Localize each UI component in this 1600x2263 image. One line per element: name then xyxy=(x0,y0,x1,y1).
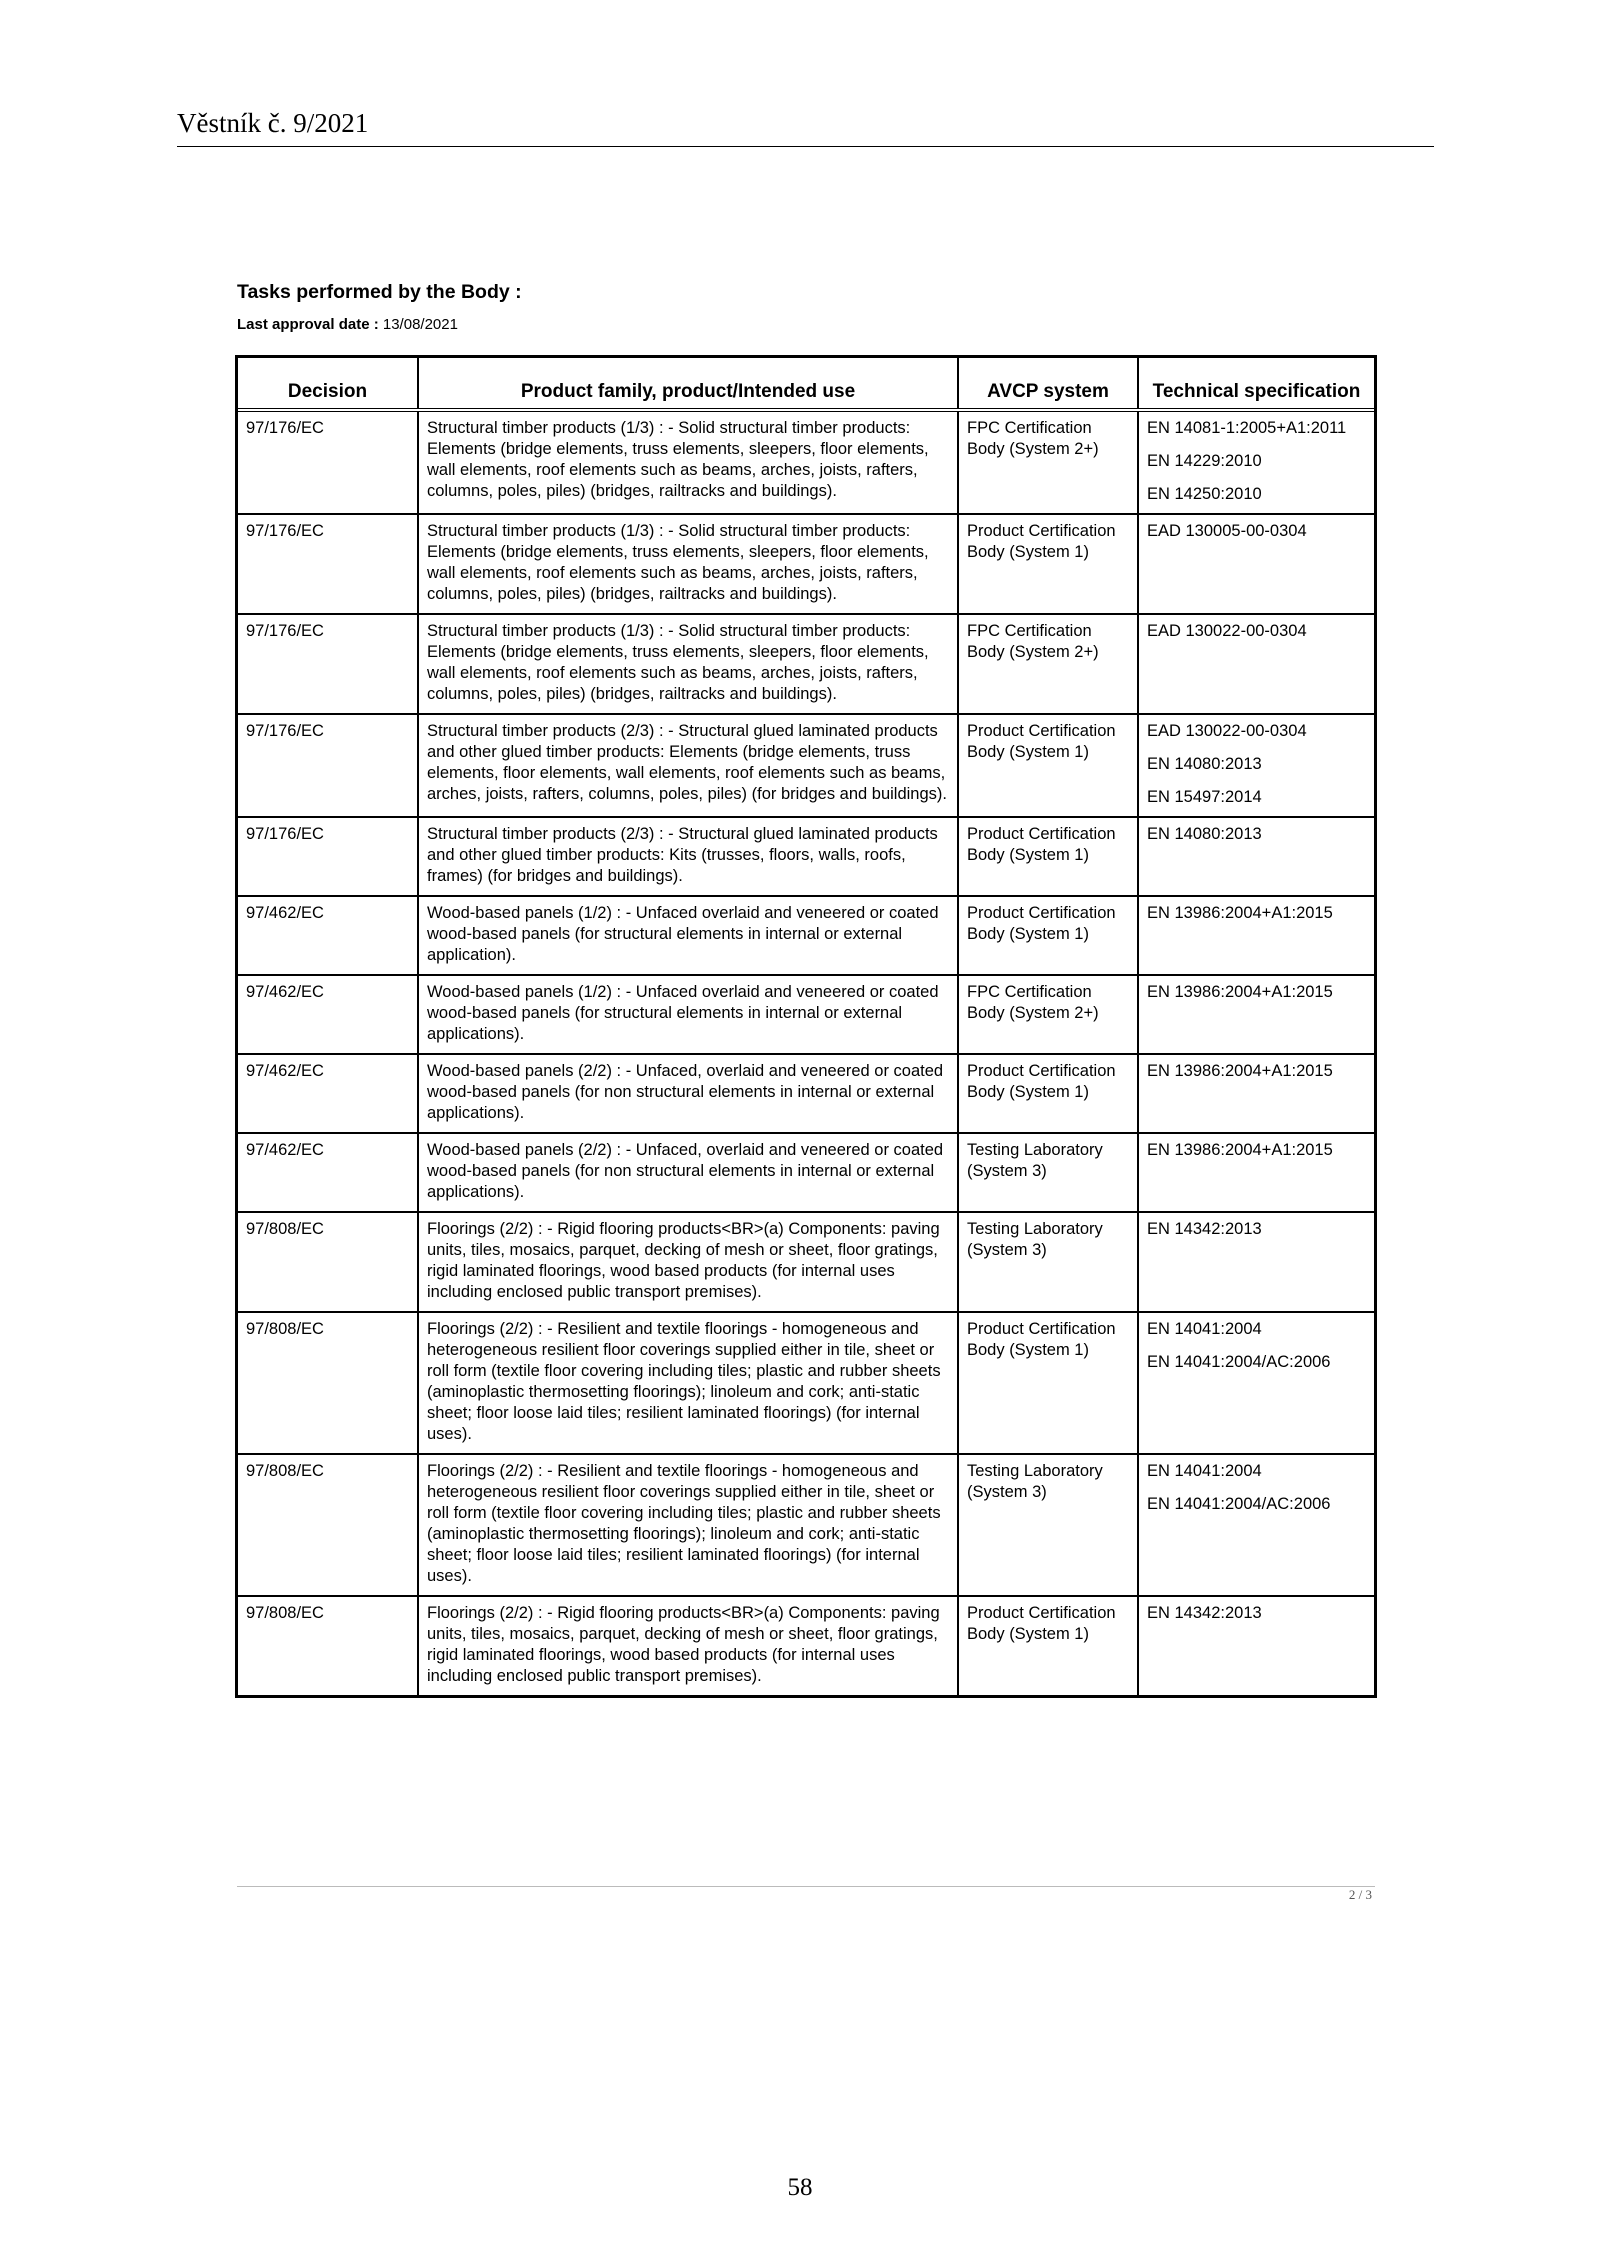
table-row xyxy=(238,1312,1374,1454)
technical-spec-cell xyxy=(1138,1454,1374,1596)
product-cell: Floorings (2/2) : - Resilient and textile floorings - homogeneous and heterogeneous resilient floor coverings supplied either in tile, sheet or roll form (textile floor covering including tiles; plastic and rubber sheets (aminoplastic thermosetting floorings); linoleum and cork; anti-static sheet; floor loose laid tiles; resilient laminated floorings) (for internal uses). xyxy=(418,1312,958,1454)
table-row xyxy=(238,1596,1374,1695)
technical-spec-cell xyxy=(1138,1312,1374,1454)
product-cell: Structural timber products (2/3) : - Structural glued laminated products and other glued timber products: Elements (bridge elements, truss elements, floor elements, wall elements, roof elements such as beams, arches, joists, rafters, columns, poles, piles) (for bridges and buildings). xyxy=(418,714,958,817)
decision-cell: 97/808/EC xyxy=(238,1596,418,1695)
technical-spec-item: EN 14041:2004 xyxy=(1147,1320,1262,1338)
decision-cell: 97/808/EC xyxy=(238,1312,418,1454)
technical-spec-item: EN 14041:2004/AC:2006 xyxy=(1147,1495,1331,1513)
table-row xyxy=(238,514,1374,614)
technical-spec-cell xyxy=(1138,714,1374,817)
table-row xyxy=(238,410,1374,514)
avcp-cell: Product Certification Body (System 1) xyxy=(958,896,1138,975)
header-decision: Decision xyxy=(238,358,418,410)
product-cell: Wood-based panels (2/2) : - Unfaced, overlaid and veneered or coated wood-based panels (for non structural elements in internal or external applications). xyxy=(418,1054,958,1133)
technical-spec-cell xyxy=(1138,1133,1374,1212)
technical-spec-item: EAD 130022-00-0304 xyxy=(1147,722,1307,740)
footer-rule xyxy=(237,1886,1375,1887)
header-technical-spec: Technical specification xyxy=(1138,358,1374,410)
avcp-cell: Product Certification Body (System 1) xyxy=(958,1054,1138,1133)
technical-spec-item: EAD 130022-00-0304 xyxy=(1147,622,1307,640)
technical-spec-item: EN 14229:2010 xyxy=(1147,452,1262,470)
technical-spec-item: EN 14081-1:2005+A1:2011 xyxy=(1147,419,1347,437)
approval-date-line xyxy=(237,316,458,333)
decision-cell: 97/176/EC xyxy=(238,714,418,817)
page-number: 58 xyxy=(787,2174,813,2201)
product-cell: Floorings (2/2) : - Rigid flooring products<BR>(a) Components: paving units, tiles, mosaics, parquet, decking of mesh or sheet, floor gratings, rigid laminated floorings, wood based products (for internal uses including enclosed public transport premises). xyxy=(418,1212,958,1312)
table-row xyxy=(238,896,1374,975)
product-cell: Structural timber products (1/3) : - Solid structural timber products: Elements (bridge elements, truss elements, sleepers, floor elements, wall elements, roof elements such as beams, arches, joists, rafters, columns, poles, piles) (bridges, railtracks and buildings). xyxy=(418,514,958,614)
technical-spec-item: EN 14342:2013 xyxy=(1147,1220,1262,1238)
technical-spec-item: EN 13986:2004+A1:2015 xyxy=(1147,1062,1333,1080)
section-title: Tasks performed by the Body : xyxy=(237,281,522,303)
approval-label: Last approval date : xyxy=(237,316,379,333)
technical-spec-cell xyxy=(1138,975,1374,1054)
decision-cell: 97/808/EC xyxy=(238,1454,418,1596)
header-rule xyxy=(177,146,1434,147)
product-cell: Wood-based panels (1/2) : - Unfaced overlaid and veneered or coated wood-based panels (for structural elements in internal or external applications). xyxy=(418,975,958,1054)
product-cell: Structural timber products (2/3) : - Structural glued laminated products and other glued timber products: Kits (trusses, floors, walls, roofs, frames) (for bridges and buildings). xyxy=(418,817,958,896)
technical-spec-cell xyxy=(1138,1054,1374,1133)
avcp-cell: Product Certification Body (System 1) xyxy=(958,514,1138,614)
table-header-row xyxy=(238,358,1374,410)
avcp-cell: FPC Certification Body (System 2+) xyxy=(958,410,1138,514)
table-row xyxy=(238,1054,1374,1133)
product-cell: Structural timber products (1/3) : - Solid structural timber products: Elements (bridge elements, truss elements, sleepers, floor elements, wall elements, roof elements such as beams, arches, joists, rafters, columns, poles, piles) (bridges, railtracks and buildings). xyxy=(418,410,958,514)
technical-spec-cell xyxy=(1138,817,1374,896)
technical-spec-cell xyxy=(1138,896,1374,975)
header-product: Product family, product/Intended use xyxy=(418,358,958,410)
technical-spec-cell xyxy=(1138,1212,1374,1312)
technical-spec-item: EN 14080:2013 xyxy=(1147,755,1262,773)
avcp-cell: Product Certification Body (System 1) xyxy=(958,817,1138,896)
decision-cell: 97/176/EC xyxy=(238,817,418,896)
technical-spec-item: EN 13986:2004+A1:2015 xyxy=(1147,983,1333,1001)
decision-cell: 97/176/EC xyxy=(238,514,418,614)
product-cell: Floorings (2/2) : - Rigid flooring products<BR>(a) Components: paving units, tiles, mosaics, parquet, decking of mesh or sheet, floor gratings, rigid laminated floorings, wood based products (for internal uses including enclosed public transport premises). xyxy=(418,1596,958,1695)
decision-cell: 97/462/EC xyxy=(238,975,418,1054)
table-row xyxy=(238,714,1374,817)
decision-cell: 97/176/EC xyxy=(238,614,418,714)
technical-spec-item: EN 13986:2004+A1:2015 xyxy=(1147,904,1333,922)
avcp-cell: Testing Laboratory (System 3) xyxy=(958,1212,1138,1312)
tasks-table xyxy=(235,355,1377,1698)
technical-spec-item: EN 14250:2010 xyxy=(1147,485,1262,503)
product-cell: Wood-based panels (1/2) : - Unfaced overlaid and veneered or coated wood-based panels (for structural elements in internal or external application). xyxy=(418,896,958,975)
avcp-cell: Product Certification Body (System 1) xyxy=(958,1312,1138,1454)
table-row xyxy=(238,817,1374,896)
avcp-cell: Product Certification Body (System 1) xyxy=(958,714,1138,817)
table-row xyxy=(238,614,1374,714)
product-cell: Structural timber products (1/3) : - Solid structural timber products: Elements (bridge elements, truss elements, sleepers, floor elements, wall elements, roof elements such as beams, arches, joists, rafters, columns, poles, piles) (bridges, railtracks and buildings). xyxy=(418,614,958,714)
approval-date: 13/08/2021 xyxy=(382,316,458,333)
technical-spec-cell xyxy=(1138,1596,1374,1695)
technical-spec-item: EN 14041:2004 xyxy=(1147,1462,1262,1480)
avcp-cell: Testing Laboratory (System 3) xyxy=(958,1454,1138,1596)
decision-cell: 97/176/EC xyxy=(238,410,418,514)
page-of-count: 2 / 3 xyxy=(1348,1887,1372,1902)
technical-spec-item: EN 14041:2004/AC:2006 xyxy=(1147,1353,1331,1371)
decision-cell: 97/462/EC xyxy=(238,896,418,975)
technical-spec-cell xyxy=(1138,614,1374,714)
decision-cell: 97/462/EC xyxy=(238,1054,418,1133)
avcp-cell: FPC Certification Body (System 2+) xyxy=(958,975,1138,1054)
journal-header: Věstník č. 9/2021 xyxy=(177,108,369,138)
table-row xyxy=(238,1454,1374,1596)
table-row xyxy=(238,975,1374,1054)
technical-spec-cell xyxy=(1138,514,1374,614)
avcp-cell: Testing Laboratory (System 3) xyxy=(958,1133,1138,1212)
decision-cell: 97/462/EC xyxy=(238,1133,418,1212)
technical-spec-item: EN 15497:2014 xyxy=(1147,788,1262,806)
avcp-cell: Product Certification Body (System 1) xyxy=(958,1596,1138,1695)
decision-cell: 97/808/EC xyxy=(238,1212,418,1312)
header-avcp: AVCP system xyxy=(958,358,1138,410)
technical-spec-item: EN 13986:2004+A1:2015 xyxy=(1147,1141,1333,1159)
table-row xyxy=(238,1212,1374,1312)
technical-spec-item: EN 14080:2013 xyxy=(1147,825,1262,843)
product-cell: Floorings (2/2) : - Resilient and textile floorings - homogeneous and heterogeneous resilient floor coverings supplied either in tile, sheet or roll form (textile floor covering including tiles; plastic and rubber sheets (aminoplastic thermosetting floorings); linoleum and cork; anti-static sheet; floor loose laid tiles; resilient laminated floorings) (for internal uses). xyxy=(418,1454,958,1596)
table-row xyxy=(238,1133,1374,1212)
technical-spec-item: EN 14342:2013 xyxy=(1147,1604,1262,1622)
technical-spec-cell xyxy=(1138,410,1374,514)
technical-spec-item: EAD 130005-00-0304 xyxy=(1147,522,1307,540)
avcp-cell: FPC Certification Body (System 2+) xyxy=(958,614,1138,714)
table-body xyxy=(238,410,1374,1695)
product-cell: Wood-based panels (2/2) : - Unfaced, overlaid and veneered or coated wood-based panels (for non structural elements in internal or external applications). xyxy=(418,1133,958,1212)
